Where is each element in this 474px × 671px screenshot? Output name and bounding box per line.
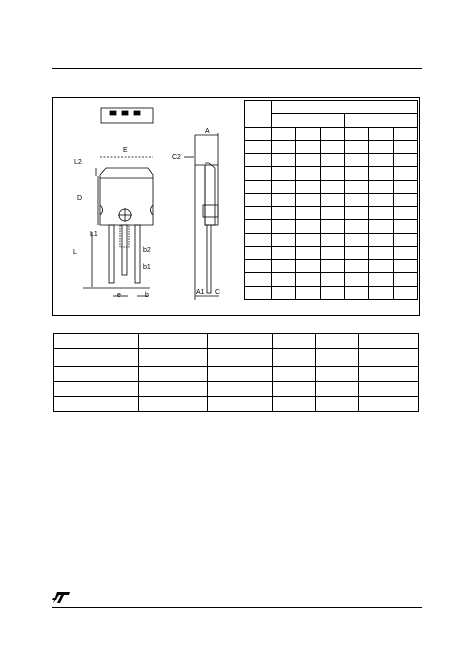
table-row (245, 286, 418, 299)
table-row (245, 220, 418, 233)
side-lead (207, 225, 211, 293)
label-c: C (215, 289, 221, 296)
table-row (245, 154, 418, 167)
table-row (245, 180, 418, 193)
table-row (245, 127, 418, 140)
table-row (245, 101, 418, 114)
label-b2: b2 (143, 247, 151, 254)
label-b1: b1 (143, 264, 151, 271)
table-row (245, 246, 418, 259)
label-d: D (77, 195, 83, 202)
lead-middle (122, 225, 127, 275)
table-row (245, 273, 418, 286)
label-a: A (205, 128, 210, 135)
table-row (54, 397, 419, 412)
st-logo-icon (51, 590, 71, 604)
label-a1: A1 (196, 289, 205, 296)
table-row (54, 334, 419, 349)
label-b: b (145, 292, 149, 299)
table-row (245, 233, 418, 246)
label-e-cap: E (123, 147, 128, 154)
table-row (245, 167, 418, 180)
dimensions-table (244, 100, 418, 300)
ordering-table (53, 333, 419, 412)
table-row (245, 193, 418, 206)
label-l1: L1 (90, 231, 98, 238)
lead-left (109, 225, 114, 283)
label-l: L (73, 249, 77, 256)
table-row (54, 367, 419, 382)
table-row (245, 260, 418, 273)
package-front-body (100, 168, 153, 225)
table-row (245, 140, 418, 153)
table-row (245, 207, 418, 220)
table-row (54, 349, 419, 367)
label-l2: L2 (74, 159, 82, 166)
label-c2: C2 (172, 154, 181, 161)
package-top-view (101, 108, 153, 123)
lead-right (135, 225, 140, 283)
table-row (54, 382, 419, 397)
label-e: e (117, 292, 121, 299)
footer-rule (52, 607, 422, 608)
